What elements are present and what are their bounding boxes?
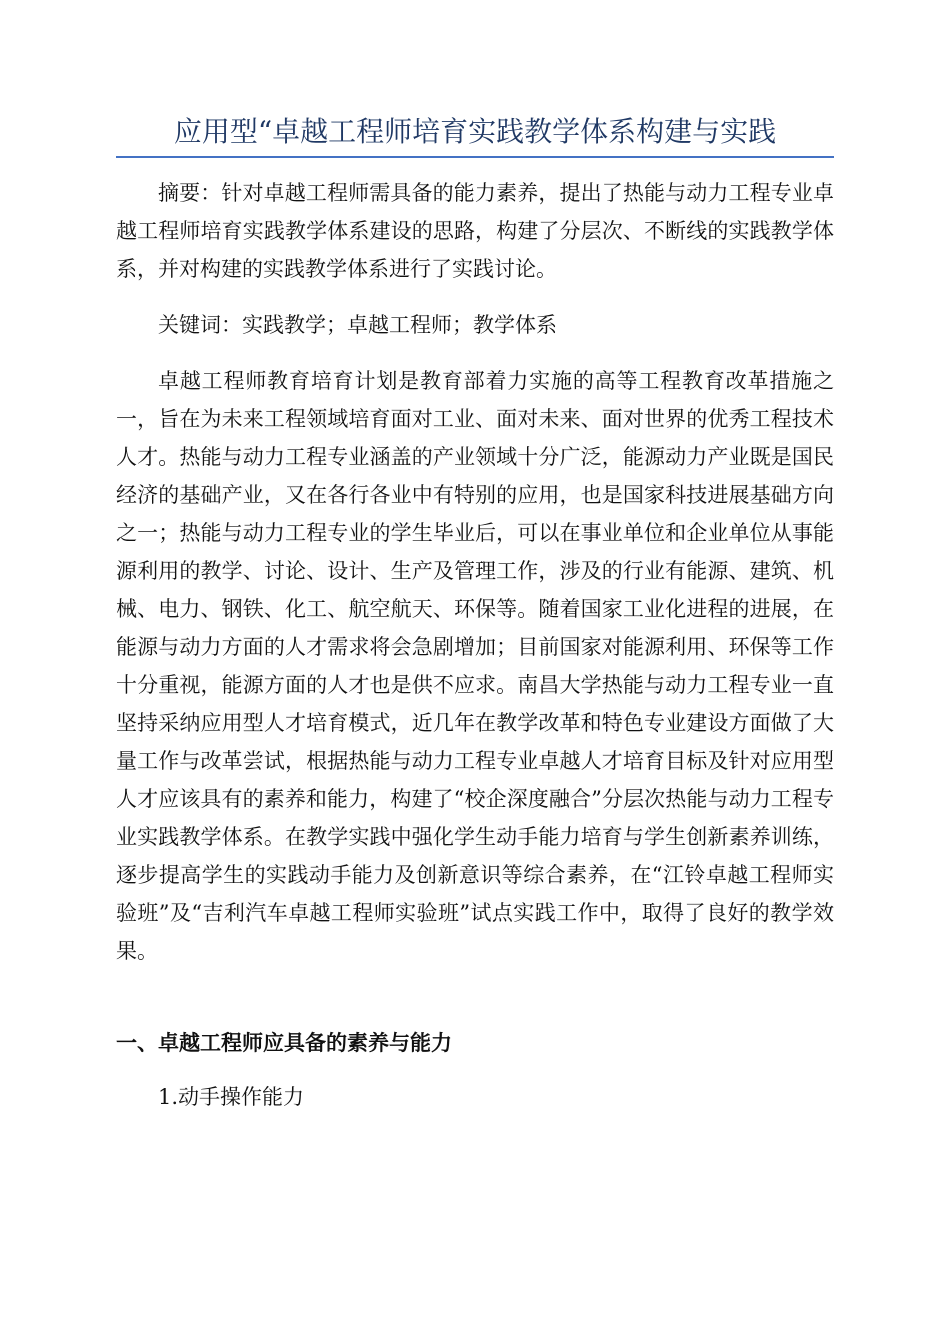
subsection-heading: 1.动手操作能力 (158, 1085, 305, 1109)
intro-paragraph: 卓越工程师教育培育计划是教育部着力实施的高等工程教育改革措施之一，旨在为未来工程领域培育面对工业、面对未来、面对世界的优秀工程技术人才。热能与动力工程专业涵盖的产业领域十分广泛，能源动力产业既是国民经济的基础产业，又在各行各业中有特别的应用，也是国家科技进展基础方向之一；热能与动力工程专业的学生毕业后，可以在事业单位和企业单位从事能源利用的教学、讨论、设计、生产及管理工作，涉及的行业有能源、建筑、机械、电力、钢铁、化工、航空航天、环保等。随着国家工业化进程的进展，在能源与动力方面的人才需求将会急剧增加；目前国家对能源利用、环保等工作十分重视，能源方面的人才也是供不应求。南昌大学热能与动力工程专业一直坚持采纳应用型人才培育模式，近几年在教学改革和特色专业建设方面做了大量工作与改革尝试，根据热能与动力工程专业卓越人才培育目标及针对应用型人才应该具有的素养和能力，构建了“校企深度融合”分层次热能与动力工程专业实践教学体系。在教学实践中强化学生动手能力培育与学生创新素养训练，逐步提高学生的实践动手能力及创新意识等综合素养，在“江铃卓越工程师实验班”及“吉利汽车卓越工程师实验班”试点实践工作中，取得了良好的教学效果。 (116, 369, 834, 963)
document-title: 应用型“卓越工程师培育实践教学体系构建与实践 (116, 110, 834, 158)
keywords-paragraph: 关键词：实践教学；卓越工程师；教学体系 (158, 313, 557, 337)
abstract-paragraph: 摘要：针对卓越工程师需具备的能力素养，提出了热能与动力工程专业卓越工程师培育实践教学体系建设的思路，构建了分层次、不断线的实践教学体系，并对构建的实践教学体系进行了实践讨论。 (116, 181, 834, 281)
section-heading: 一、卓越工程师应具备的素养与能力 (116, 1031, 452, 1055)
